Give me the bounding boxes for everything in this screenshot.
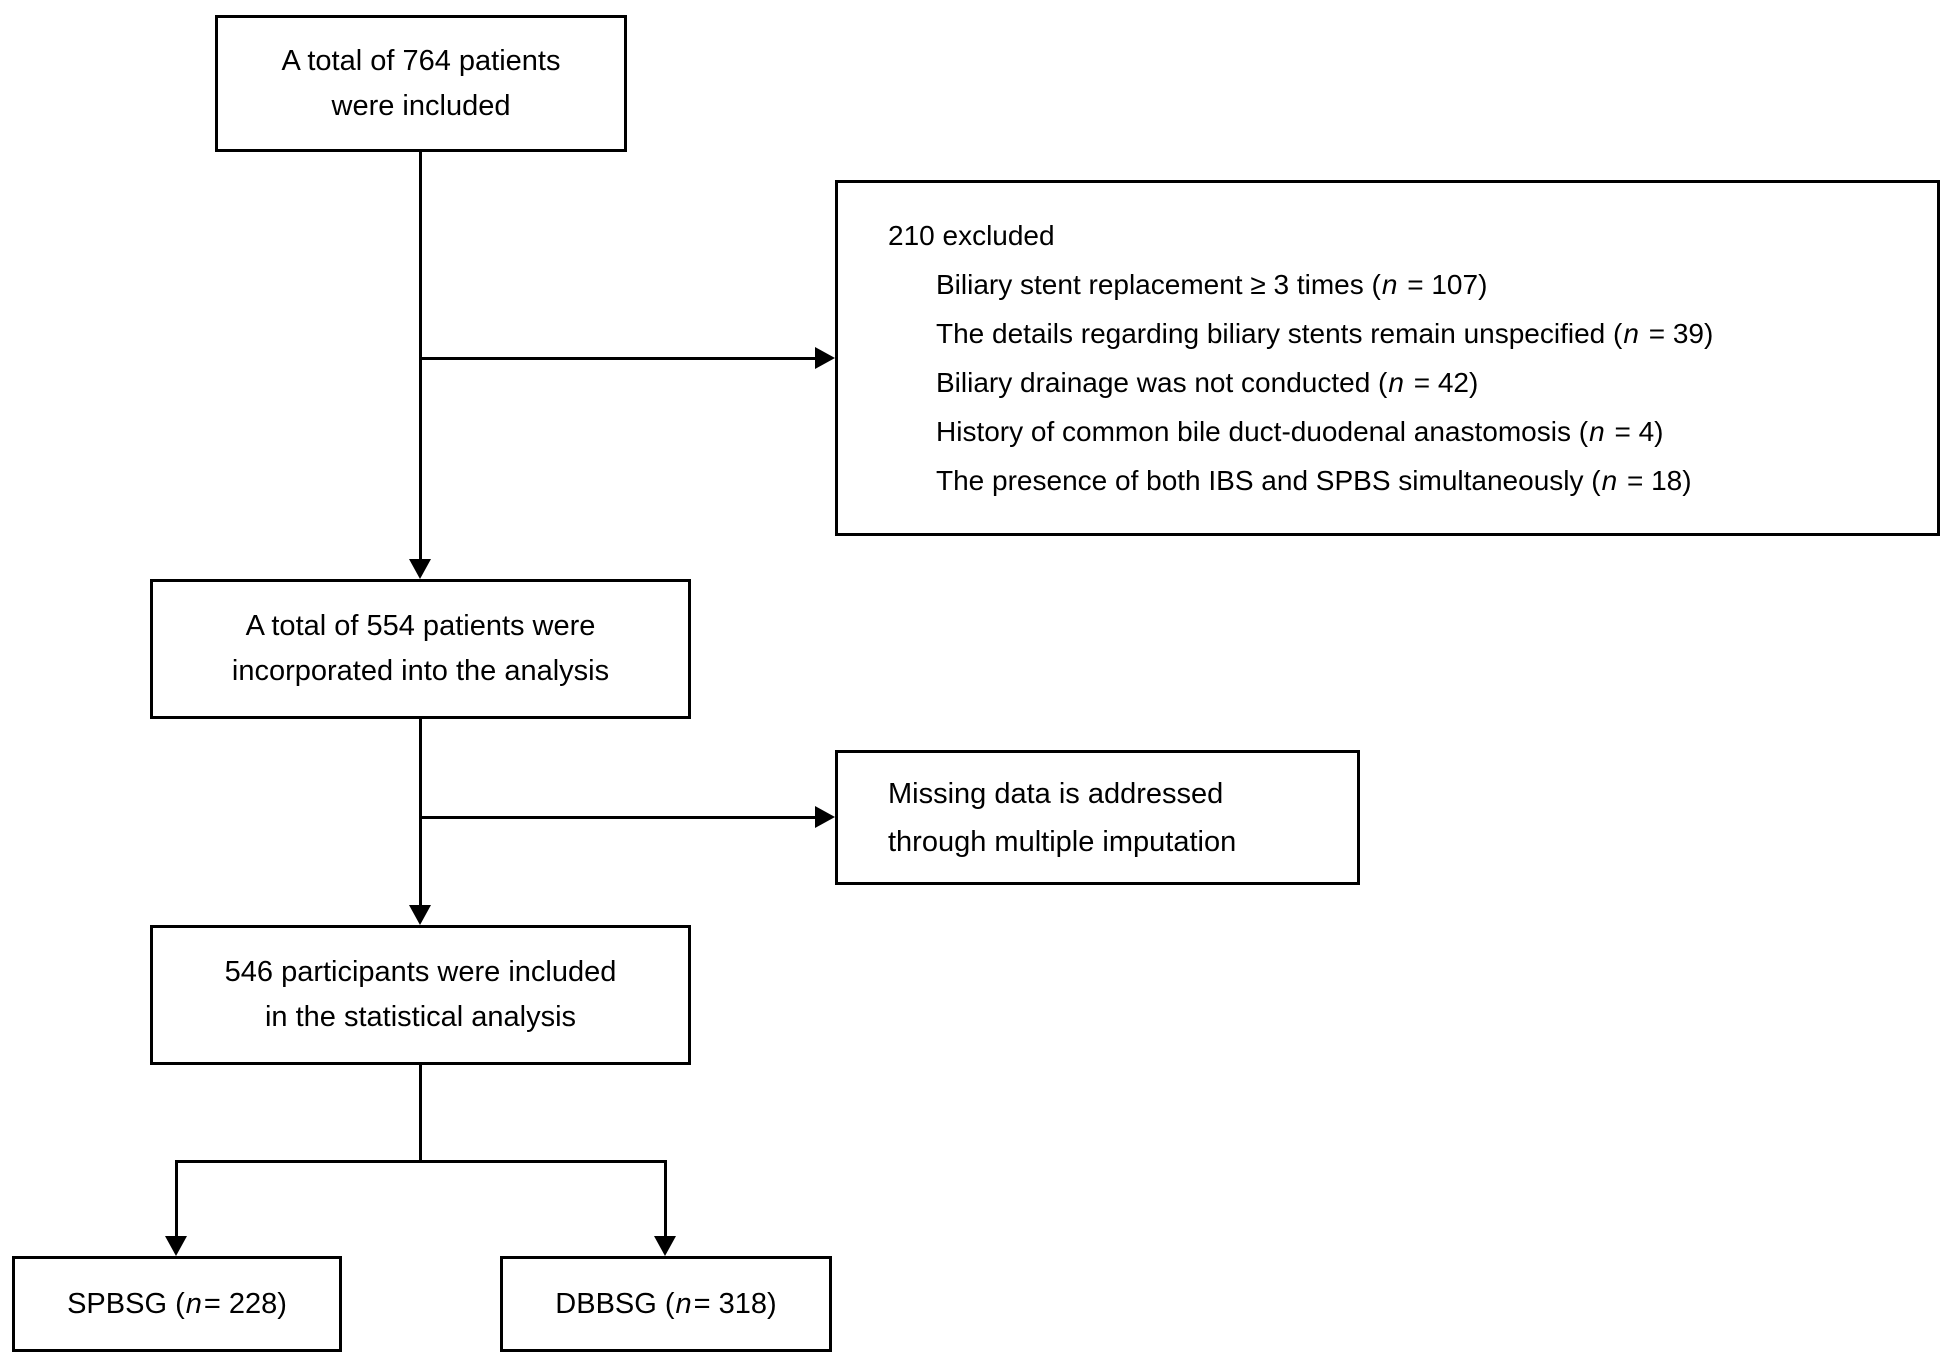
incorporated-box [150,579,691,719]
incorporated-line2: incorporated into the analysis [231,655,610,687]
connector-split-to-dbbsg [664,1160,667,1238]
excluded-item-2-n: n [1623,318,1639,349]
dbbsg-n: n [675,1287,692,1320]
arrowhead-into-missing-box [815,806,835,828]
arrowhead-into-statistical-box [409,905,431,925]
missing-data-box [835,750,1360,885]
excluded-item-3 [936,358,1478,407]
excluded-item-1 [936,260,1487,309]
spbsg-n: n [185,1287,202,1320]
excluded-item-5 [936,456,1692,505]
connector-top-to-incorporated [419,152,422,560]
arrowhead-into-dbbsg-box [654,1236,676,1256]
excluded-item-4-n: n [1589,416,1605,447]
excluded-item-4 [936,407,1663,456]
missing-data-line1: Missing data is addressed [888,777,1224,810]
excluded-title: 210 excluded [888,220,1055,251]
excluded-item-3-count: = 42) [1405,367,1479,398]
excluded-item-4-count: = 4) [1606,416,1664,447]
statistical-line2: in the statistical analysis [264,1001,577,1033]
connector-split-horizontal [175,1160,667,1163]
connector-split-to-spbsg [175,1160,178,1238]
spbsg-count: = 228) [203,1287,287,1320]
connector-to-missing [420,816,817,819]
total-patients-line1: A total of 764 patients [281,44,561,77]
excluded-item-1-count: = 107) [1399,269,1488,300]
dbbsg-label: DBBSG ( [555,1287,675,1320]
dbbsg-box [500,1256,832,1352]
excluded-item-2 [936,309,1713,358]
spbsg-box [12,1256,342,1352]
excluded-item-1-text: Biliary stent replacement ≥ 3 times ( [936,269,1381,300]
excluded-item-5-n: n [1601,465,1618,496]
connector-statistical-to-split [419,1065,422,1163]
incorporated-line1: A total of 554 patients were [245,610,596,642]
missing-data-line2: through multiple imputation [888,825,1237,858]
excluded-item-4-text: History of common bile duct-duodenal anastomosis ( [936,416,1589,447]
arrowhead-into-excluded-box [815,347,835,369]
excluded-item-2-count: = 39) [1640,318,1714,349]
arrowhead-into-incorporated-box [409,559,431,579]
excluded-item-3-n: n [1388,367,1404,398]
total-patients-box [215,15,627,152]
connector-incorporated-to-statistical [419,719,422,906]
excluded-item-2-text: The details regarding biliary stents remain unspecified ( [936,318,1623,349]
statistical-line1: 546 participants were included [224,956,617,988]
excluded-box [835,180,1940,536]
spbsg-label: SPBSG ( [67,1287,185,1320]
statistical-analysis-box [150,925,691,1065]
excluded-item-5-text: The presence of both IBS and SPBS simultaneously ( [936,465,1601,496]
total-patients-line2: were included [331,89,511,122]
excluded-item-1-n: n [1381,269,1398,300]
excluded-item-5-count: = 18) [1619,465,1692,496]
dbbsg-count: = 318) [693,1287,777,1320]
arrowhead-into-spbsg-box [165,1236,187,1256]
connector-to-excluded [420,357,817,360]
excluded-item-3-text: Biliary drainage was not conducted ( [936,367,1388,398]
